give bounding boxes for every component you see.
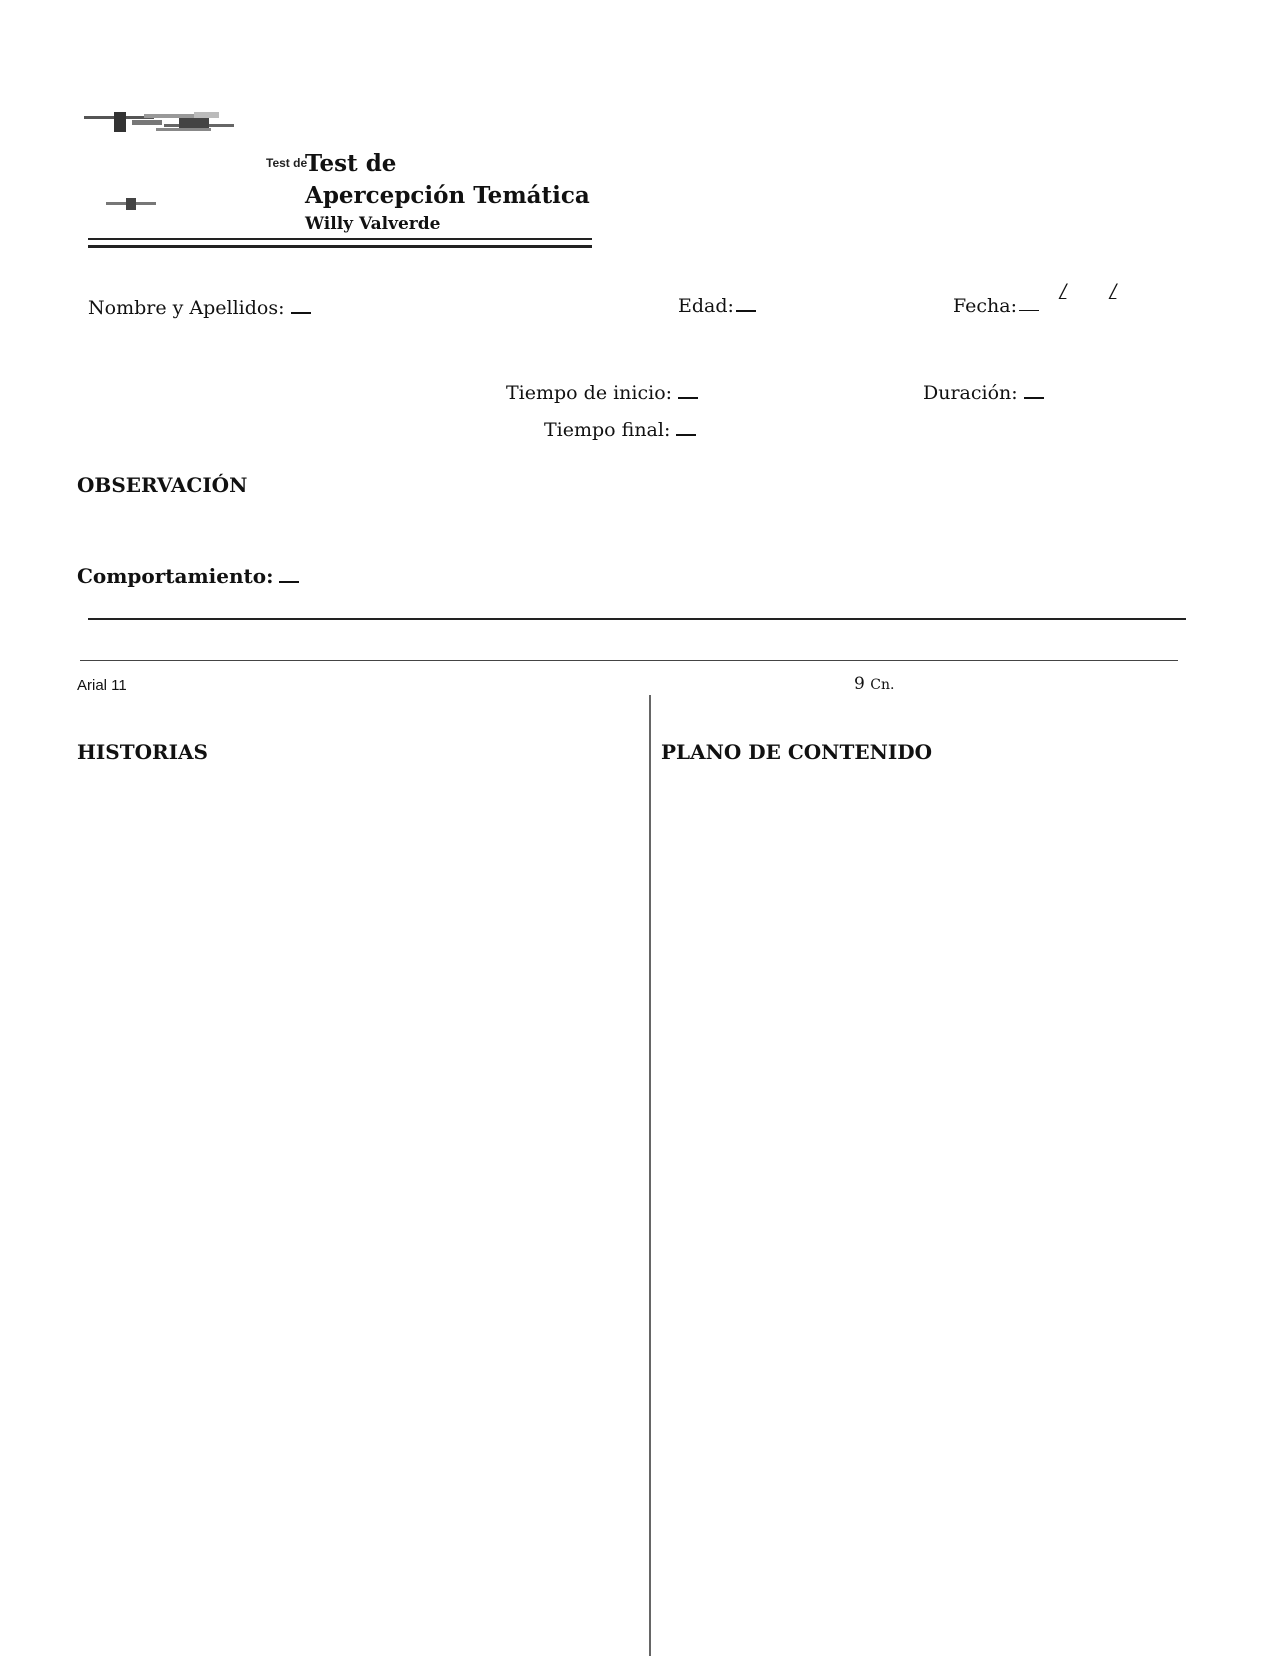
font-note: Arial 11 xyxy=(77,677,127,694)
behavior-input-line[interactable] xyxy=(279,567,299,583)
logo-label: Test de xyxy=(266,156,308,170)
end-time-field xyxy=(544,419,696,441)
content-plane-title: PLANO DE CONTENIDO xyxy=(661,740,932,764)
start-time-label: Tiempo de inicio: xyxy=(506,382,673,404)
observation-title: OBSERVACIÓN xyxy=(77,473,248,497)
title-line-1: Test de xyxy=(305,150,397,177)
age-field xyxy=(678,295,756,317)
duration-input-line[interactable] xyxy=(1024,383,1044,399)
date-separator-2: / xyxy=(1110,280,1117,302)
title-line-2: Apercepción Temática xyxy=(305,182,590,209)
name-input-line[interactable] xyxy=(291,298,311,314)
duration-field xyxy=(923,382,1044,404)
duration-label: Duración: xyxy=(923,382,1018,404)
age-label: Edad: xyxy=(678,295,734,317)
size-note xyxy=(854,674,894,694)
column-divider xyxy=(649,695,651,1656)
behavior-label: Comportamiento: xyxy=(77,564,274,588)
behavior-answer-line xyxy=(88,618,1186,620)
header-rule-top xyxy=(88,238,592,240)
header-rule-bottom xyxy=(88,245,592,248)
start-time-field xyxy=(506,382,698,404)
name-label: Nombre y Apellidos: xyxy=(88,297,285,319)
date-field xyxy=(953,295,1039,317)
behavior-field xyxy=(77,564,299,588)
end-time-label: Tiempo final: xyxy=(544,419,671,441)
date-day-line[interactable] xyxy=(1019,304,1039,311)
tat-logo-icon xyxy=(84,110,284,230)
start-time-input-line[interactable] xyxy=(678,383,698,399)
section-divider xyxy=(80,660,1178,661)
size-value: 9 xyxy=(854,674,865,694)
age-input-line[interactable] xyxy=(736,296,756,312)
size-unit: Cn. xyxy=(870,677,895,693)
date-label: Fecha: xyxy=(953,295,1017,317)
histories-title: HISTORIAS xyxy=(77,740,208,764)
author-name: Willy Valverde xyxy=(305,214,441,234)
logo xyxy=(84,110,284,230)
end-time-input-line[interactable] xyxy=(676,420,696,436)
date-separator-1: / xyxy=(1060,280,1067,302)
name-field xyxy=(88,297,311,319)
